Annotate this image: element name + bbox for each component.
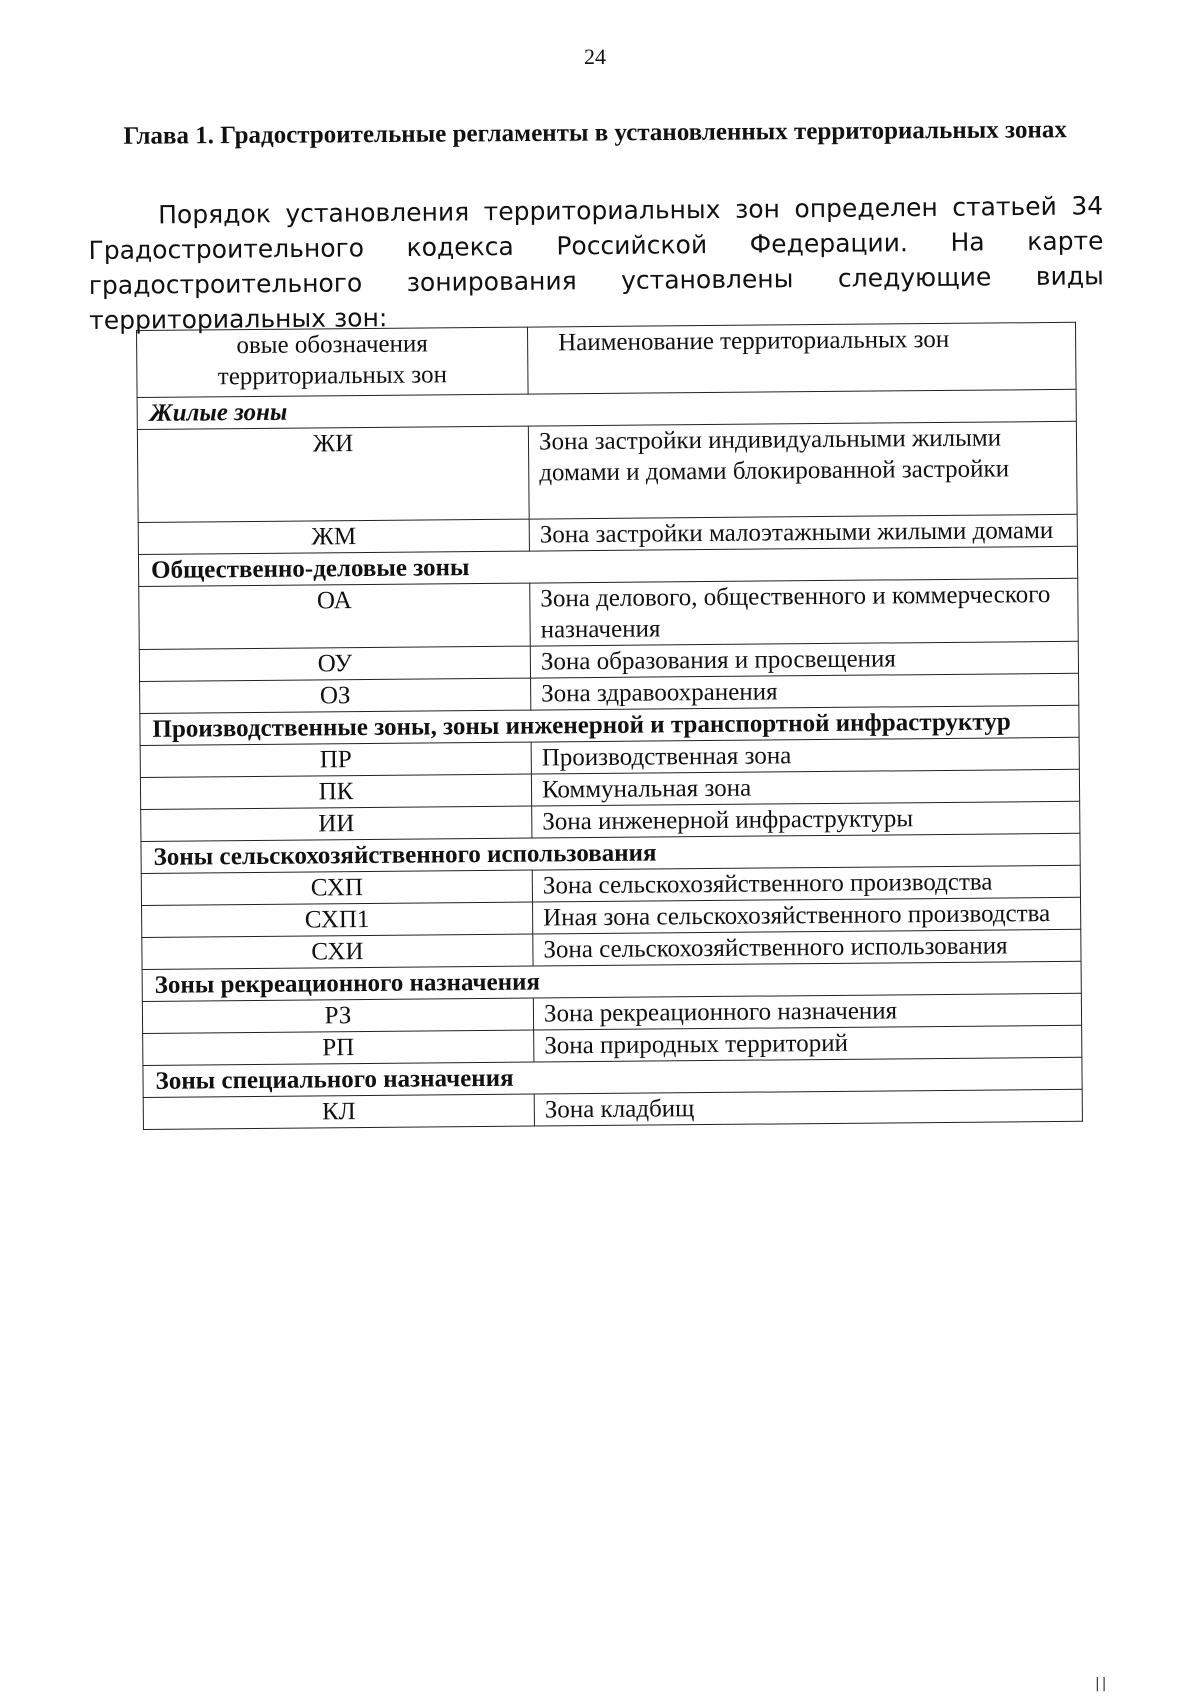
zone-name: Зона образования и просвещения: [530, 641, 1078, 678]
zone-code: ЖИ: [137, 426, 529, 522]
corner-marks: ||: [1095, 1676, 1109, 1692]
zone-name: Коммунальная зона: [531, 769, 1079, 806]
zone-name: Зона рекреационного назначения: [533, 993, 1081, 1030]
group-title: Зоны специального назначения: [143, 1057, 1082, 1097]
zone-code: ОА: [139, 583, 531, 649]
zone-code: СХП: [141, 870, 532, 905]
zone-name: Зона кладбищ: [534, 1089, 1082, 1126]
zone-name: Иная зона сельскохозяйственного производства: [533, 897, 1081, 934]
zone-name: Зона сельскохозяйственного производства: [532, 865, 1080, 902]
table-header-row: [137, 322, 1077, 397]
zone-code: ПР: [140, 742, 531, 777]
zone-name: Зона делового, общественного и коммерческого назначения: [530, 578, 1079, 646]
zone-code: ОУ: [139, 646, 530, 681]
zone-code: СХИ: [142, 934, 533, 969]
zone-name: Производственная зона: [531, 737, 1079, 774]
zone-code: ПК: [140, 774, 531, 809]
group-title: Общественно-деловые зоны: [138, 546, 1077, 586]
zone-name: Зона здравоохранения: [531, 673, 1079, 710]
zone-code: РЗ: [142, 998, 533, 1033]
zone-name: Зона застройки индивидуальными жилыми домами и домами блокированной застройки: [528, 421, 1077, 519]
chapter-heading: Глава 1. Градостроительные регламенты в установленных территориальных зонах: [123, 116, 1067, 150]
intro-paragraph: Порядок установления территориальных зон определен статьей 34 Градостроительного кодекса Российской Федерации. На карте градостроительного зонирования установлены следующие виды территориальных зон:: [88, 191, 1104, 335]
zone-code: КЛ: [143, 1094, 534, 1129]
zone-code: ЖМ: [138, 519, 529, 554]
zone-code: ОЗ: [140, 678, 531, 713]
table-row: [137, 421, 1077, 522]
table-row: [139, 578, 1079, 649]
group-title: Зоны сельскохозяйственного использования: [141, 833, 1080, 873]
page-number: 24: [584, 44, 606, 69]
header-code: овые обозначения территориальных зон: [137, 327, 529, 397]
zones-body: [137, 389, 1082, 1129]
group-title: Зоны рекреационного назначения: [142, 961, 1081, 1001]
zones-table: [136, 322, 1083, 1130]
zone-name: Зона инженерной инфраструктуры: [532, 801, 1080, 838]
header-name: Наименование территориальных зон: [527, 322, 1076, 394]
group-title: Жилые зоны: [137, 389, 1076, 429]
zone-code: РП: [143, 1030, 534, 1065]
zone-name: Зона сельскохозяйственного использования: [533, 929, 1081, 966]
group-title: Производственные зоны, зоны инженерной и транспортной инфраструктур: [140, 705, 1079, 745]
zone-name: Зона застройки малоэтажными жилыми домами: [529, 514, 1077, 551]
zone-code: СХП1: [142, 902, 533, 937]
zone-name: Зона природных территорий: [534, 1025, 1082, 1062]
zone-code: ИИ: [141, 806, 532, 841]
